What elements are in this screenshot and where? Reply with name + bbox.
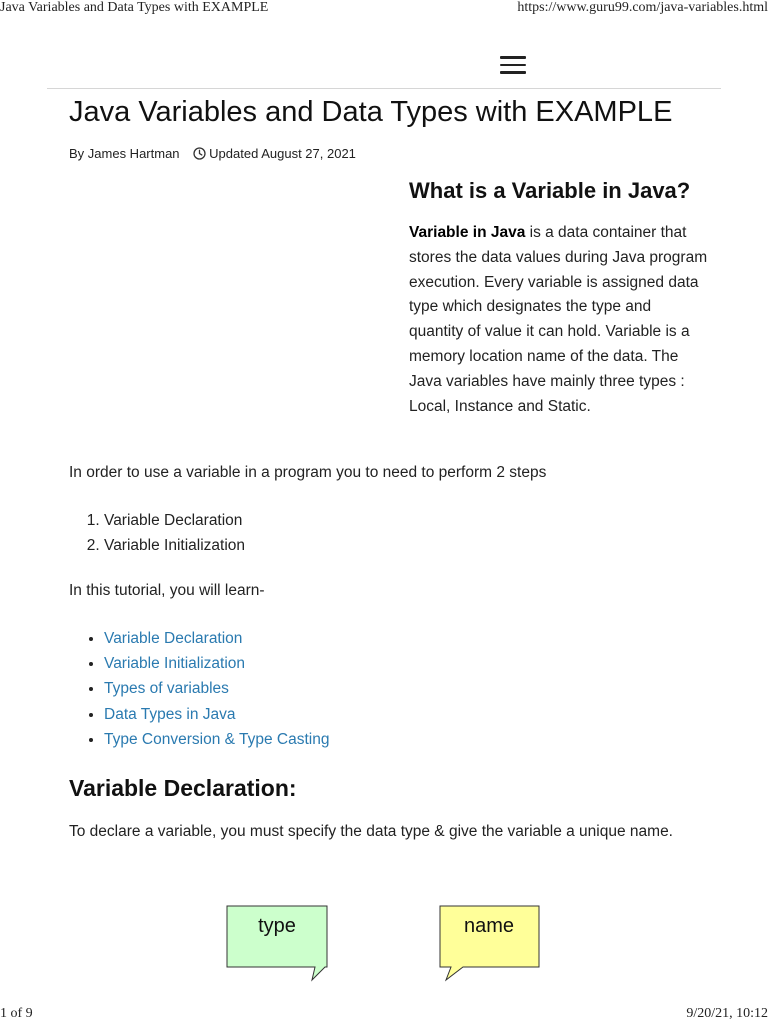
variable-intro-paragraph xyxy=(409,221,709,419)
updated-date: Updated August 27, 2021 xyxy=(209,146,356,161)
hamburger-menu-icon[interactable] xyxy=(500,56,526,76)
name-label: name xyxy=(463,915,515,937)
article-title: Java Variables and Data Types with EXAMPLE xyxy=(69,96,673,128)
page-number: 1 of 9 xyxy=(0,1006,33,1021)
print-header-title: Java Variables and Data Types with EXAMPLE xyxy=(0,0,269,15)
toc-item xyxy=(104,702,329,727)
toc-link-variable-declaration[interactable]: Variable Declaration xyxy=(104,630,243,647)
article-meta xyxy=(69,146,356,161)
header-divider xyxy=(47,88,721,89)
name-callout xyxy=(440,906,539,980)
author-link[interactable]: By James Hartman xyxy=(69,146,180,161)
toc-item xyxy=(104,676,329,701)
learn-intro-paragraph: In this tutorial, you will learn- xyxy=(69,582,265,599)
print-date: 9/20/21, 10:12 xyxy=(686,1006,768,1021)
toc-item xyxy=(104,651,329,676)
type-label: type xyxy=(258,915,296,937)
clock-icon xyxy=(193,147,206,160)
print-header xyxy=(0,0,768,18)
intro-bold-term: Variable in Java xyxy=(409,224,526,241)
toc-link-type-conversion[interactable]: Type Conversion & Type Casting xyxy=(104,730,330,748)
intro-text: is a data container that stores the data values during Java program execution. Every variable is assigned data type which designates the type and quantity of value it can hold. Variable is a memory location name of the data. The Java variables have mainly three types : Local, Instance and Static. xyxy=(409,224,708,415)
declaration-paragraph: To declare a variable, you must specify the data type & give the variable a unique name. xyxy=(69,823,673,840)
toc-link-variable-initialization[interactable]: Variable Initialization xyxy=(104,655,246,673)
type-callout xyxy=(227,906,327,980)
step-item: 1. Variable Declaration xyxy=(104,508,245,533)
step-item: 2. Variable Initialization xyxy=(104,533,245,558)
variable-section-heading: What is a Variable in Java? xyxy=(409,178,691,203)
steps-list xyxy=(69,508,245,558)
print-header-url: https://www.guru99.com/java-variables.html xyxy=(517,0,768,15)
variable-declaration-heading: Variable Declaration: xyxy=(69,775,297,801)
toc-item xyxy=(104,626,329,651)
toc-list xyxy=(69,626,329,752)
toc-link-types-of-variables[interactable]: Types of variables xyxy=(104,680,229,698)
declaration-diagram xyxy=(220,900,550,984)
toc-link-data-types[interactable]: Data Types in Java xyxy=(104,705,236,723)
toc-item xyxy=(104,727,329,752)
print-footer xyxy=(0,1006,768,1024)
steps-intro-paragraph: In order to use a variable in a program you to need to perform 2 steps xyxy=(69,464,547,481)
